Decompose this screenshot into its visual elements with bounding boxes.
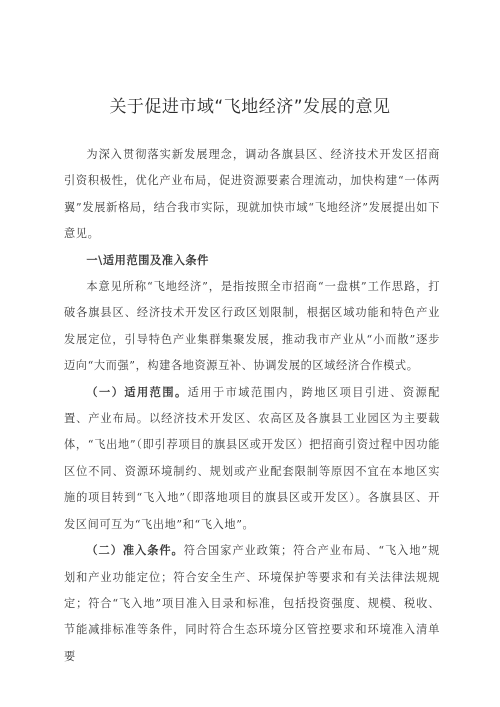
item-1-text: 适用于市域范围内，跨地区项目引进、资源配置、产业布局。以经济技术开发区、农高区及各旗县工业园区为主要载体，“飞出地”（即引荐项目的旗县区或开发区）把招商引资过程中因功能区位不同、资源环境制约、规划或产业配套限制等原因不宜在本地区实施的项目转到“飞入地”（即落地项目的旗县区或开发区）。各旗县区、开发区间可互为“飞出地”和“飞入地”。 [64,385,440,531]
section-heading: 一\适用范围及准入条件 [86,253,209,267]
item-2-lead: （二）准入条件。 [86,544,184,558]
section-paragraph: 本意见所称“飞地经济”，是指按照全市招商“一盘棋”工作思路，打破各旗县区、经济技术开发区行政区划限制，根据区域功能和特色产业发展定位，引导特色产业集群集聚发展，推动我市产业从“小而散”逐步迈向“大而强”，构建各地资源互补、协调发展的区域经济合作模式。 [64,280,440,373]
document-title: 关于促进市域“飞地经济”发展的意见 [109,97,391,117]
item-2-text: 符合国家产业政策；符合产业布局、“飞入地”规划和产业功能定位；符合安全生产、环境保护等要求和有关法律法规规定；符合“飞入地”项目准入目录和标准，包括投资强度、规模、税收、节能减排标准等条件，同时符合生态环境分区管控要求和环境准入清单要 [64,544,440,663]
document-body [64,142,440,670]
item-2-paragraph [64,538,440,670]
item-1-paragraph [64,380,440,538]
intro-paragraph: 为深入贯彻落实新发展理念，调动各旗县区、经济技术开发区招商引资积极性，优化产业布局，促进资源要素合理流动，加快构建“一体两翼”发展新格局，结合我市实际，现就加快市域“飞地经济”发展提出如下意见。 [64,148,440,241]
item-1-lead: （一）适用范围。 [86,385,188,399]
